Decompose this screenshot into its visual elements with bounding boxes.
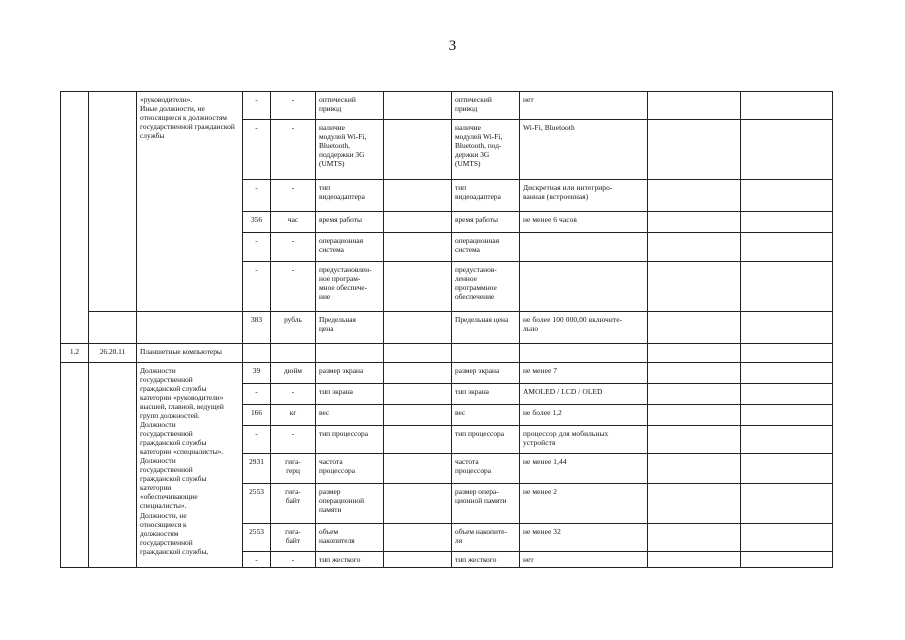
note-cell xyxy=(741,233,833,262)
characteristic-cell: тип процессора xyxy=(316,426,384,454)
unit-cell: гига- байт xyxy=(271,524,316,552)
code-cell: 2553 xyxy=(243,484,271,524)
unit-cell: - xyxy=(271,384,316,405)
characteristic-cell: размер операционной памяти xyxy=(316,484,384,524)
okpd-code-cell xyxy=(89,92,137,312)
page-number: 3 xyxy=(448,38,457,54)
value-cell xyxy=(384,233,452,262)
characteristic-cell: тип жесткого xyxy=(452,552,520,568)
empty-cell xyxy=(384,344,452,363)
value-cell: процессор для мобильных устройств xyxy=(520,426,648,454)
note-cell xyxy=(741,212,833,233)
value-cell: не менее 2 xyxy=(520,484,648,524)
characteristic-cell: вес xyxy=(452,405,520,426)
note-cell xyxy=(741,524,833,552)
note-cell xyxy=(741,363,833,384)
note-cell xyxy=(741,552,833,568)
unit-cell: - xyxy=(271,92,316,120)
characteristic-cell: операционная система xyxy=(316,233,384,262)
empty-cell xyxy=(648,344,741,363)
justification-cell xyxy=(648,363,741,384)
characteristic-cell: Предельная цена xyxy=(452,312,520,344)
value-cell xyxy=(384,484,452,524)
value-cell: AMOLED / LCD / OLED xyxy=(520,384,648,405)
value-cell xyxy=(384,363,452,384)
value-cell xyxy=(384,454,452,484)
characteristic-cell: объем накопите- ля xyxy=(452,524,520,552)
characteristic-cell: тип жесткого xyxy=(316,552,384,568)
code-cell: 383 xyxy=(243,312,271,344)
characteristic-cell: частота процессора xyxy=(452,454,520,484)
characteristic-cell: оптический привод xyxy=(316,92,384,120)
value-cell xyxy=(384,426,452,454)
position-category-cell: «руководители». Иные должности, не относящиеся к должностям государственной гражданской службы xyxy=(137,92,243,312)
note-cell xyxy=(741,426,833,454)
value-cell: Дискретная или интегриро- ванная (встроенная) xyxy=(520,180,648,212)
unit-cell: - xyxy=(271,233,316,262)
value-cell xyxy=(384,312,452,344)
unit-cell: дюйм xyxy=(271,363,316,384)
characteristic-cell: предустановлен- ное програм- мное обеспече- ние xyxy=(316,262,384,312)
characteristic-cell: размер опера- ционной памяти xyxy=(452,484,520,524)
value-cell: не менее 7 xyxy=(520,363,648,384)
characteristic-cell: тип процессора xyxy=(452,426,520,454)
empty-cell xyxy=(452,344,520,363)
justification-cell xyxy=(648,120,741,180)
characteristic-cell: частота процессора xyxy=(316,454,384,484)
value-cell: не менее 6 часов xyxy=(520,212,648,233)
justification-cell xyxy=(648,212,741,233)
table-row xyxy=(61,363,833,384)
value-cell xyxy=(520,233,648,262)
value-cell xyxy=(384,180,452,212)
characteristic-cell: Предельная цена xyxy=(316,312,384,344)
section-number: 1.2 xyxy=(61,344,89,363)
note-cell xyxy=(741,454,833,484)
value-cell: нет xyxy=(520,552,648,568)
characteristic-cell: тип экрана xyxy=(452,384,520,405)
justification-cell xyxy=(648,180,741,212)
justification-cell xyxy=(648,454,741,484)
value-cell: не более 1,2 xyxy=(520,405,648,426)
note-cell xyxy=(741,384,833,405)
value-cell xyxy=(384,524,452,552)
unit-cell: гига- герц xyxy=(271,454,316,484)
section-title: Планшетные компьютеры xyxy=(137,344,243,363)
value-cell: Wi-Fi, Bluetooth xyxy=(520,120,648,180)
code-cell: 166 xyxy=(243,405,271,426)
note-cell xyxy=(741,92,833,120)
unit-cell: кг xyxy=(271,405,316,426)
code-cell: - xyxy=(243,120,271,180)
justification-cell xyxy=(648,552,741,568)
code-cell: 39 xyxy=(243,363,271,384)
code-cell: - xyxy=(243,262,271,312)
table-row xyxy=(61,312,833,344)
table-row xyxy=(61,92,833,120)
characteristic-cell: время работы xyxy=(316,212,384,233)
value-cell xyxy=(384,120,452,180)
note-cell xyxy=(741,120,833,180)
value-cell xyxy=(384,552,452,568)
justification-cell xyxy=(648,384,741,405)
characteristic-cell: объем накопителя xyxy=(316,524,384,552)
value-cell: не более 100 000,00 включите- льно xyxy=(520,312,648,344)
code-cell: 356 xyxy=(243,212,271,233)
characteristic-cell: размер экрана xyxy=(316,363,384,384)
code-cell: - xyxy=(243,180,271,212)
code-cell: - xyxy=(243,92,271,120)
unit-cell: час xyxy=(271,212,316,233)
unit-cell: рубль xyxy=(271,312,316,344)
value-cell: не менее 1,44 xyxy=(520,454,648,484)
justification-cell xyxy=(648,524,741,552)
note-cell xyxy=(741,180,833,212)
position-category-cell xyxy=(137,312,243,344)
characteristic-cell: тип видеоадаптера xyxy=(452,180,520,212)
characteristic-cell: наличие модулей Wi-Fi, Bluetooth, под- держки 3G (UMTS) xyxy=(452,120,520,180)
characteristic-cell: наличие модулей Wi-Fi, Bluetooth, поддержки 3G (UMTS) xyxy=(316,120,384,180)
justification-cell xyxy=(648,92,741,120)
justification-cell xyxy=(648,484,741,524)
characteristic-cell: размер экрана xyxy=(452,363,520,384)
value-cell xyxy=(384,92,452,120)
code-cell: - xyxy=(243,552,271,568)
row-number-cell xyxy=(61,92,89,344)
characteristic-cell: вес xyxy=(316,405,384,426)
unit-cell: - xyxy=(271,426,316,454)
characteristic-cell: время работы xyxy=(452,212,520,233)
characteristic-cell: тип экрана xyxy=(316,384,384,405)
unit-cell: - xyxy=(271,552,316,568)
value-cell xyxy=(520,262,648,312)
justification-cell xyxy=(648,233,741,262)
unit-cell: - xyxy=(271,262,316,312)
requirements-table xyxy=(60,91,833,568)
characteristic-cell: тип видеоадаптера xyxy=(316,180,384,212)
characteristic-cell: предустанов- ленное программное обеспечение xyxy=(452,262,520,312)
value-cell xyxy=(384,212,452,233)
value-cell: не менее 32 xyxy=(520,524,648,552)
row-number-cell xyxy=(61,363,89,568)
note-cell xyxy=(741,312,833,344)
empty-cell xyxy=(316,344,384,363)
empty-cell xyxy=(271,344,316,363)
justification-cell xyxy=(648,426,741,454)
unit-cell: - xyxy=(271,180,316,212)
code-cell: 2553 xyxy=(243,524,271,552)
position-category-cell: Должности государственной гражданской службы категории «руководители» высшей, главной, ведущей групп должностей. Должности государственной гражданской службы категории «специалисты». Должности государственной гражданской службы категории «обеспечивающие специалисты». Должности, не относящиеся к должностям государственной гражданской службы, xyxy=(137,363,243,568)
value-cell xyxy=(384,262,452,312)
code-cell: - xyxy=(243,426,271,454)
okpd-code-cell xyxy=(89,312,137,344)
value-cell: нет xyxy=(520,92,648,120)
code-cell: - xyxy=(243,233,271,262)
value-cell xyxy=(384,384,452,405)
code-cell: - xyxy=(243,384,271,405)
unit-cell: гига- байт xyxy=(271,484,316,524)
okpd-code-cell xyxy=(89,363,137,568)
value-cell xyxy=(384,405,452,426)
justification-cell xyxy=(648,405,741,426)
section-okpd-code: 26.20.11 xyxy=(89,344,137,363)
note-cell xyxy=(741,484,833,524)
empty-cell xyxy=(741,344,833,363)
characteristic-cell: операционная система xyxy=(452,233,520,262)
section-row xyxy=(61,344,833,363)
code-cell: 2931 xyxy=(243,454,271,484)
empty-cell xyxy=(243,344,271,363)
characteristic-cell: оптический привод xyxy=(452,92,520,120)
justification-cell xyxy=(648,312,741,344)
unit-cell: - xyxy=(271,120,316,180)
empty-cell xyxy=(520,344,648,363)
justification-cell xyxy=(648,262,741,312)
note-cell xyxy=(741,262,833,312)
note-cell xyxy=(741,405,833,426)
